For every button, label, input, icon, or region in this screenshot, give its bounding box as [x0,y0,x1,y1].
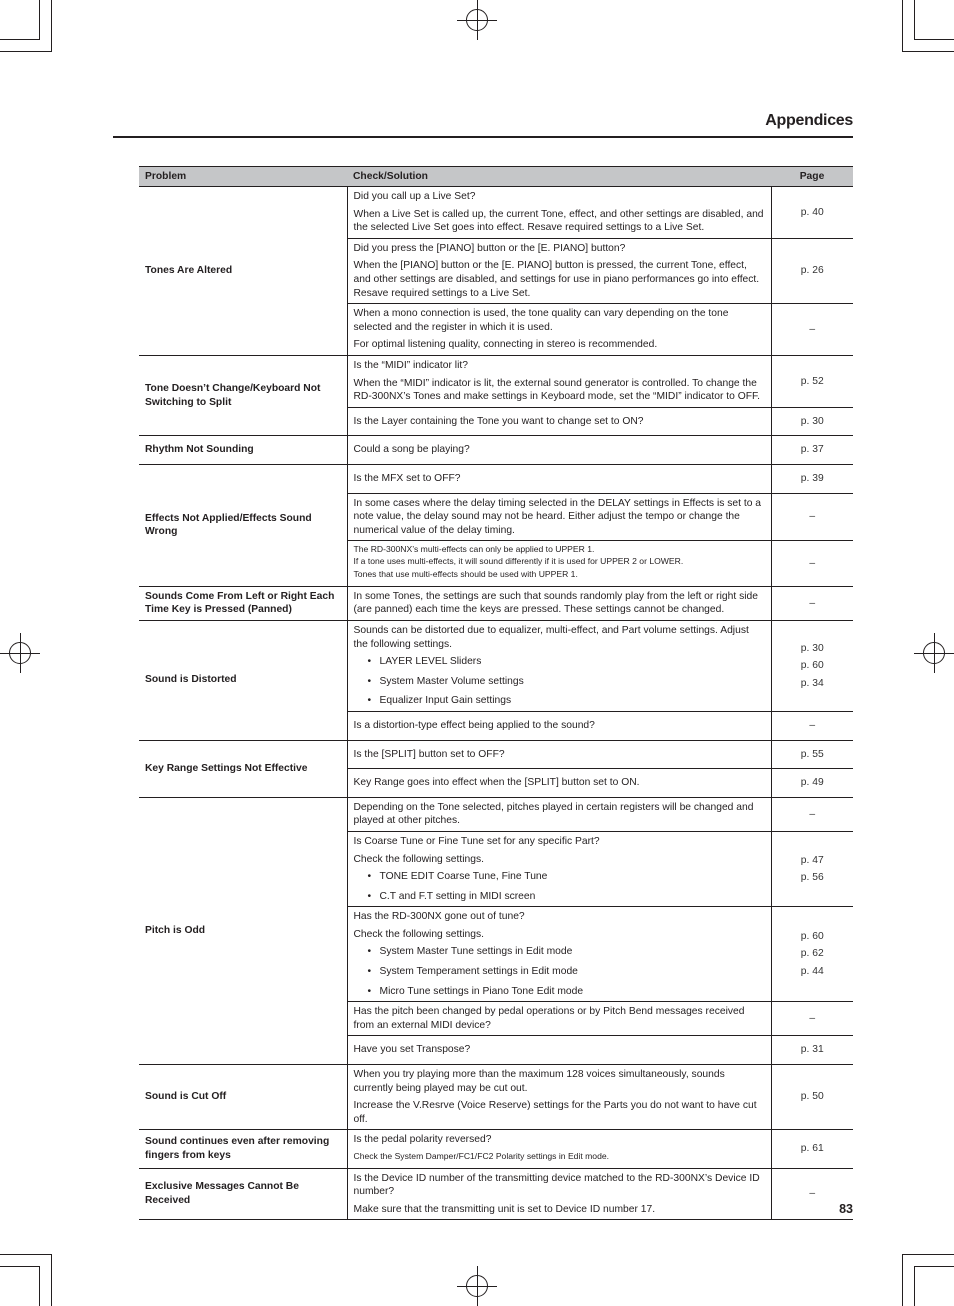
check-line: Has the RD-300NX gone out of tune? [353,911,525,923]
page-reference-cell [771,1036,853,1065]
page-reference: p. 55 [800,748,824,760]
check-line: Is the [SPLIT] button set to OFF? [353,748,505,760]
check-line: When a Live Set is called up, the current Tone, effect, and other settings are disabled, and the selected Live Set goes into effect. Resave required settings to a Live Set. [353,208,764,234]
list-item: • LAYER LEVEL Sliders [368,655,765,669]
page-reference: p. 39 [800,472,824,484]
check-line: In some cases where the delay timing selected in the DELAY settings in Effects is set to a note value, the delay sound may not be heard. Either adjust the tempo or change the numerical value of the delay timing. [353,497,762,536]
list-item: • Equalizer Input Gain settings [368,694,765,708]
check-solution-cell [347,586,771,620]
check-line: Depending on the Tone selected, pitches played in certain registers will be changed and played at other pitches. [353,801,754,827]
check-line: Is the MFX set to OFF? [353,472,461,484]
check-solution-cell [347,1130,771,1168]
table-row [139,1065,853,1130]
check-solution-cell [347,541,771,587]
note-line: The RD-300NX’s multi-effects can only be applied to UPPER 1. If a tone uses multi-effects, it will sound differently if it is used for UPPER 2 or LOWER. [353,544,684,566]
page-reference-cell [771,304,853,356]
page-reference: p. 61 [800,1143,824,1155]
check-line: Is the “MIDI” indicator lit? [353,359,468,371]
page-reference-cell [771,769,853,798]
check-line: Check the following settings. [353,928,484,940]
check-solution-cell [347,355,771,407]
list-item: • System Master Volume settings [368,675,765,689]
check-line: Make sure that the transmitting unit is set to Device ID number 17. [353,1203,656,1215]
page-reference-cell [771,797,853,831]
problem-cell: Sound is Distorted [139,620,347,740]
check-line: Is the Layer containing the Tone you want to change set to ON? [353,415,644,427]
check-solution-cell [347,769,771,798]
problem-cell: Exclusive Messages Cannot Be Received [139,1168,347,1220]
title-rule [113,136,853,138]
page-reference: p. 49 [800,777,824,789]
page-reference-cell [771,620,853,711]
page-reference: p. 60 [800,660,824,672]
check-line: Check the following settings. [353,853,484,865]
problem-cell: Tones Are Altered [139,187,347,356]
page-reference-cell [771,740,853,769]
settings-list [354,870,765,903]
check-solution-cell [347,620,771,711]
problem-cell: Tone Doesn’t Change/Keyboard Not Switching to Split [139,355,347,435]
page-reference: p. 34 [800,677,824,689]
page-reference: – [809,808,816,820]
page-reference-cell [771,407,853,436]
page-reference: – [809,597,816,609]
page-reference: – [809,1188,816,1200]
check-solution-cell [347,797,771,831]
table-row [139,620,853,711]
table-header-row [139,167,853,187]
problem-cell: Key Range Settings Not Effective [139,740,347,797]
column-header-check: Check/Solution [347,167,771,187]
page-reference: p. 30 [800,642,824,654]
page-reference-cell [771,238,853,303]
check-line: Could a song be playing? [353,444,470,456]
table-row [139,797,853,831]
registration-mark-top [457,0,497,40]
list-item: • C.T and F.T setting in MIDI screen [368,890,765,904]
table-row [139,740,853,769]
check-line: When the [PIANO] button or the [E. PIANO] button is pressed, the current Tone, effect, and other settings are disabled, and settings for use in piano performances go into effect. Resave required settings to a Live Set. [353,260,760,299]
check-line: Is the Device ID number of the transmitting device matched to the RD-300NX’s Device ID number? [353,1172,760,1198]
troubleshooting-table [139,166,853,1220]
page-reference-cell [771,586,853,620]
table-row [139,187,853,239]
check-solution-cell [347,1168,771,1220]
check-solution-cell [347,493,771,541]
page-reference-cell [771,464,853,493]
list-item: • System Master Tune settings in Edit mode [368,945,765,959]
check-line: Did you call up a Live Set? [353,191,476,202]
page-reference-cell [771,1002,853,1036]
table-row [139,1130,853,1168]
problem-cell: Pitch is Odd [139,797,347,1064]
registration-mark-left [0,633,40,673]
list-item: • System Temperament settings in Edit mode [368,965,765,979]
check-solution-cell [347,436,771,465]
problem-cell: Sound is Cut Off [139,1065,347,1130]
page-reference-cell [771,831,853,906]
page-reference: – [809,1013,816,1025]
page-reference: p. 47 [800,854,824,866]
check-line: Increase the V.Resrve (Voice Reserve) settings for the Parts you do not want to have cut off. [353,1100,757,1125]
check-line: In some Tones, the settings are such that sounds randomly play from the left or right side (are panned) each time the keys are pressed. These settings cannot be changed. [353,590,758,616]
check-solution-cell [347,187,771,239]
page-reference: – [809,557,816,569]
page-reference: p. 40 [800,206,824,218]
page-reference-cell [771,493,853,541]
check-solution-cell [347,1036,771,1065]
page-reference: – [809,323,816,335]
check-line: For optimal listening quality, connecting in stereo is recommended. [353,339,658,351]
check-line: When a mono connection is used, the tone quality can vary depending on the tone selected and the register in which it is used. [353,308,729,333]
page-reference-cell [771,436,853,465]
check-solution-cell [347,464,771,493]
list-item: • TONE EDIT Coarse Tune, Fine Tune [368,870,765,884]
page-reference: p. 62 [800,948,824,960]
check-line: Is the pedal polarity reversed? [353,1134,492,1146]
settings-list [354,655,765,708]
check-line: Is a distortion-type effect being applied to the sound? [353,719,595,731]
table-body [139,187,853,1220]
page-reference-cell [771,541,853,587]
section-title: Appendices [765,112,853,129]
table-row [139,1168,853,1220]
page-reference-cell [771,1065,853,1130]
column-header-page: Page [771,167,853,187]
registration-mark-bottom [457,1266,497,1306]
column-header-problem: Problem [139,167,347,187]
page-reference: p. 52 [800,375,824,387]
check-solution-cell [347,831,771,906]
check-solution-cell [347,907,771,1002]
check-line: Did you press the [PIANO] button or the [E. PIANO] button? [353,242,626,254]
page-reference-cell [771,907,853,1002]
page-reference: p. 56 [800,872,824,884]
page-reference: p. 31 [800,1044,824,1056]
page-number: 83 [839,1202,853,1216]
check-solution-cell [347,740,771,769]
page-reference: p. 60 [800,930,824,942]
note-line: Tones that use multi-effects should be used with UPPER 1. [353,569,578,580]
check-solution-cell [347,1002,771,1036]
page-reference-cell [771,1130,853,1168]
table-row [139,436,853,465]
page-reference-cell [771,355,853,407]
check-line: When you try playing more than the maximum 128 voices simultaneously, sounds currently being played may be cut out. [353,1069,725,1094]
check-line: Have you set Transpose? [353,1044,471,1056]
check-line: Sounds can be distorted due to equalizer, multi-effect, and Part volume settings. Adjust the following settings. [353,624,749,650]
page-reference: p. 30 [800,415,824,427]
page-reference: p. 44 [800,966,824,978]
page-reference-cell [771,711,853,740]
check-line: When the “MIDI” indicator is lit, the external sound generator is controlled. To change the RD-300NX’s Tones and make settings in Keyboard mode, set the “MIDI” indicator to OFF. [353,377,761,403]
page-reference: – [809,719,816,731]
table-row [139,355,853,407]
note-line: Check the System Damper/FC1/FC2 Polarity settings in Edit mode. [353,1151,610,1161]
problem-cell: Sound continues even after removing fingers from keys [139,1130,347,1168]
list-item: • Micro Tune settings in Piano Tone Edit mode [368,985,765,999]
registration-mark-right [914,633,954,673]
problem-cell: Sounds Come From Left or Right Each Time Key is Pressed (Panned) [139,586,347,620]
settings-list [354,945,765,998]
page-reference: – [809,511,816,523]
check-solution-cell [347,304,771,356]
problem-cell: Rhythm Not Sounding [139,436,347,465]
check-line: Key Range goes into effect when the [SPLIT] button set to ON. [353,777,640,789]
table-row [139,464,853,493]
check-solution-cell [347,1065,771,1130]
page-reference: p. 37 [800,444,824,456]
table-row [139,586,853,620]
page-reference-cell [771,187,853,239]
check-solution-cell [347,711,771,740]
check-line: Has the pitch been changed by pedal operations or by Pitch Bend messages received from an external MIDI device? [353,1006,745,1031]
check-solution-cell [347,407,771,436]
problem-cell: Effects Not Applied/Effects Sound Wrong [139,464,347,586]
page-reference: p. 26 [800,265,824,277]
check-line: Is Coarse Tune or Fine Tune set for any specific Part? [353,835,600,847]
page-reference: p. 50 [800,1091,824,1103]
check-solution-cell [347,238,771,303]
